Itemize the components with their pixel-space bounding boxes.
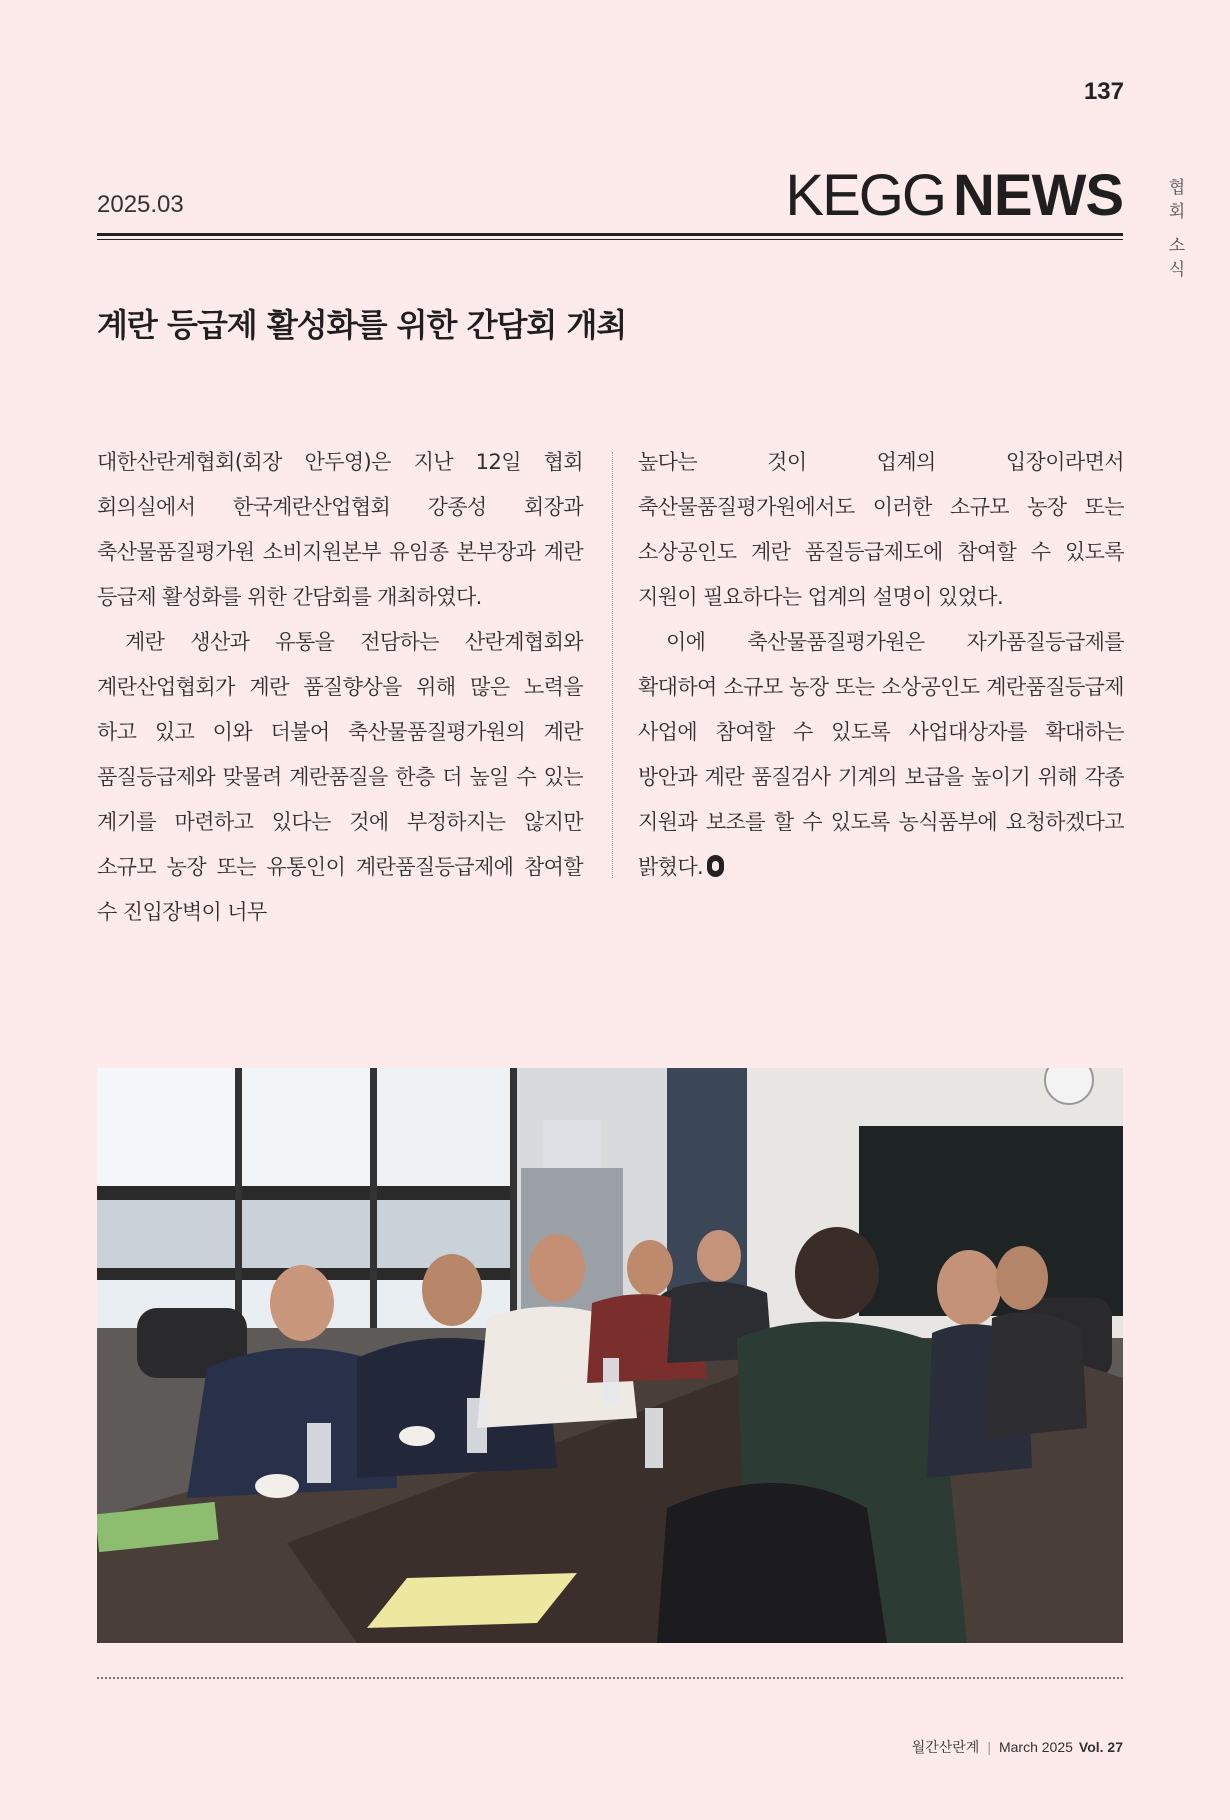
magazine-name: 월간산란계: [911, 1739, 980, 1755]
section-brand: [785, 163, 1123, 228]
brand-light: KEGG: [785, 163, 945, 228]
header-rule: [97, 233, 1123, 236]
header-rule-thin: [97, 239, 1123, 240]
volume-number: Vol. 27: [1078, 1739, 1123, 1755]
section-side-tab: [1168, 176, 1186, 282]
brand-bold: NEWS: [953, 163, 1123, 228]
article-column-right: [638, 440, 1124, 890]
issue-date: 2025.03: [97, 191, 184, 218]
column-divider: [612, 452, 613, 878]
article-title: 계란 등급제 활성화를 위한 간담회 개최: [97, 306, 627, 344]
end-of-article-icon: [707, 855, 724, 877]
page-footer: 월간산란계 | March 2025 Vol. 27: [911, 1739, 1123, 1755]
article-column-left: [97, 440, 583, 935]
footer-divider: [97, 1677, 1123, 1679]
side-tab-char: 식: [1168, 260, 1186, 280]
page-header: [97, 163, 1123, 228]
meeting-photo: [97, 1068, 1123, 1643]
paragraph: 계란 생산과 유통을 전담하는 산란계협회와 계란산업협회가 계란 품질향상을 위해 많은 노력을 하고 있고 이와 더불어 축산물품질평가원의 계란 품질등급제와 맞물려 계란품질을 한층 더 높일 수 있는 계기를 마련하고 있다는 것에 부정하지는 않지만 소규모 농장 또는 유통인이 계란품질등급제에 참여할 수 진입장벽이 너무: [97, 630, 583, 924]
side-tab-char: 회: [1168, 202, 1186, 222]
side-tab-char: 소: [1168, 236, 1186, 256]
side-tab-char: 협: [1168, 178, 1186, 198]
paragraph: 이에 축산물품질평가원은 자가품질등급제를 확대하여 소규모 농장 또는 소상공인도 계란품질등급제 사업에 참여할 수 있도록 사업대상자를 확대하는 방안과 계란 품질검사 기계의 보급을 높이기 위해 각종 지원과 보조를 할 수 있도록 농식품부에 요청하겠다고 밝혔다.: [638, 630, 1124, 879]
paragraph: 대한산란계협회(회장 안두영)은 지난 12일 협회 회의실에서 한국계란산업협회 강종성 회장과 축산물품질평가원 소비지원본부 유임종 본부장과 계란 등급제 활성화를 위한 간담회를 개최하였다.: [97, 450, 583, 609]
page-number: 137: [1083, 78, 1124, 105]
paragraph: 높다는 것이 업계의 입장이라면서 축산물품질평가원에서도 이러한 소규모 농장 또는 소상공인도 계란 품질등급제도에 참여할 수 있도록 지원이 필요하다는 업계의 설명이 있었다.: [638, 450, 1124, 609]
issue-month: March 2025: [998, 1739, 1073, 1755]
